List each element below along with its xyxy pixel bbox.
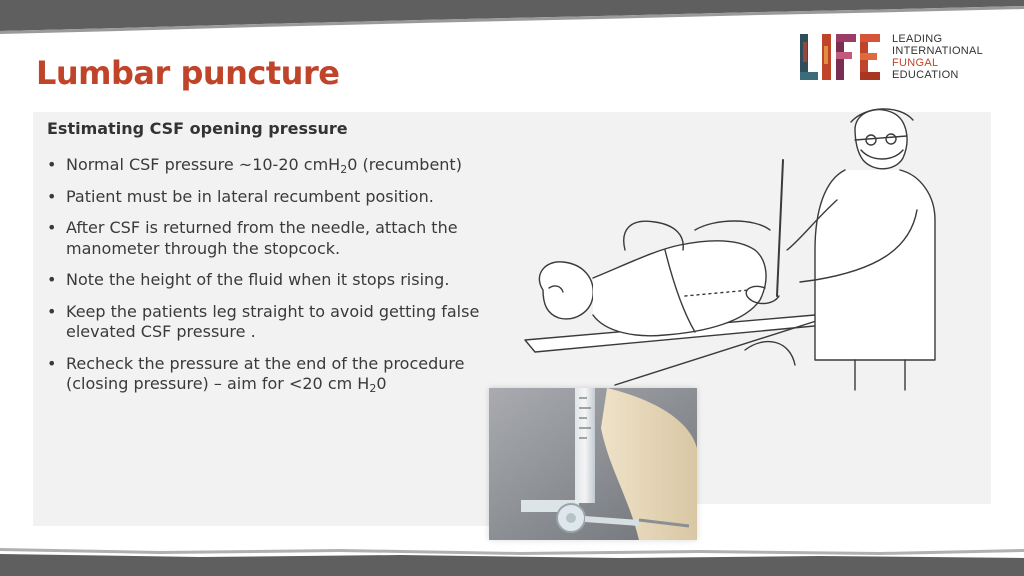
bullet-item [47, 187, 487, 208]
lumbar-puncture-illustration [515, 100, 975, 400]
life-logo-text [892, 33, 983, 81]
bullet-text: Normal CSF pressure ~10-20 cmH [66, 155, 341, 174]
bullet-item [47, 155, 487, 176]
bullet-item [47, 354, 487, 395]
bottom-brush-band [0, 538, 1024, 576]
life-logo [798, 32, 1008, 84]
logo-line-fungal: FUNGAL [892, 57, 939, 69]
slide-title: Lumbar puncture [36, 54, 340, 92]
bullet-text: Recheck the pressure at the end of the procedure (closing pressure) – aim for <20 cm H [66, 353, 465, 393]
bullet-text: Note the height of the fluid when it stops rising. [66, 270, 450, 289]
subscript: 2 [369, 382, 377, 395]
manometer-photo [489, 388, 697, 540]
bullet-item [47, 302, 487, 343]
top-brush-band [0, 0, 1024, 34]
bullet-item [47, 270, 487, 291]
life-logo-mark [798, 32, 882, 82]
logo-line-international: INTERNATIONAL [892, 45, 984, 57]
bullet-text: Keep the patients leg straight to avoid getting false elevated CSF pressure . [66, 301, 480, 341]
logo-line-leading: LEADING [892, 33, 943, 45]
bullet-text: Patient must be in lateral recumbent position. [66, 186, 434, 206]
bullet-text: 0 [376, 374, 387, 393]
logo-line-education: EDUCATION [892, 69, 959, 81]
bullet-item [47, 218, 487, 259]
subscript: 2 [340, 163, 348, 176]
section-heading: Estimating CSF opening pressure [47, 119, 348, 138]
bullet-list [47, 155, 487, 406]
bullet-text: After CSF is returned from the needle, attach the manometer through the stopcock. [66, 218, 458, 258]
bullet-text: 0 (recumbent) [347, 155, 462, 174]
